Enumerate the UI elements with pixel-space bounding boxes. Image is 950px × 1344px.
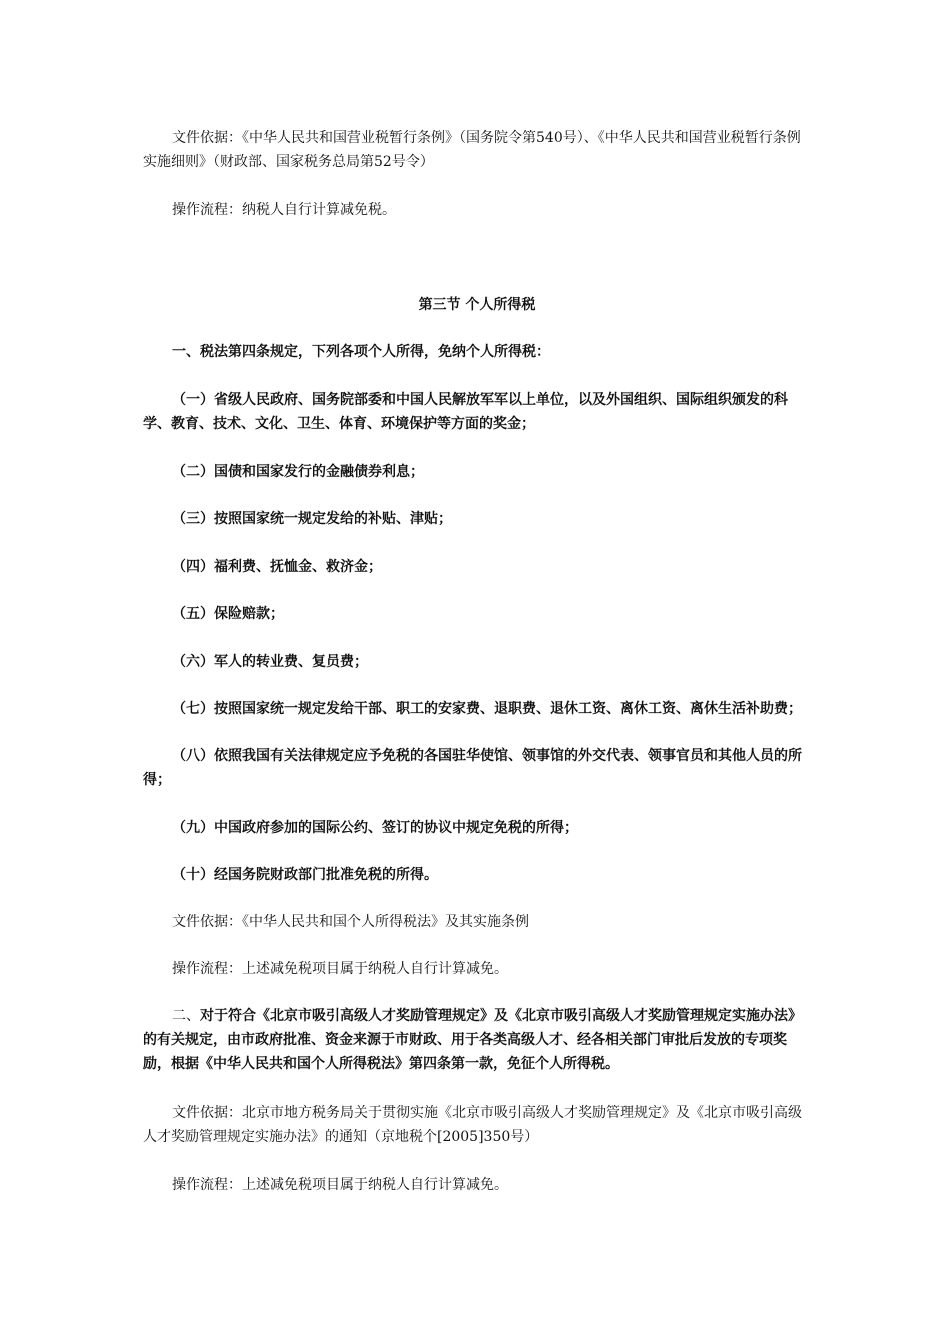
- exemption-item-6: （六）军人的转业费、复员费；: [172, 654, 368, 670]
- sec2-procedure-paragraph: 操作流程：纳税人自行计算减免税。: [172, 202, 396, 218]
- exemption-item-10: （十）经国务院财政部门批准免税的所得。: [172, 867, 438, 883]
- sec2-basis-paragraph: 文件依据：《中华人民共和国营业税暂行条例》（国务院令第540号）、《中华人民共和国营业税暂行条例实施细则》（财政部、国家税务总局第52号令）: [143, 130, 801, 170]
- exemption-item-7: （七）按照国家统一规定发给干部、职工的安家费、退职费、退休工资、离休工资、离休生活补助费；: [172, 701, 802, 717]
- exemption-item-8: （八）依照我国有关法律规定应予免税的各国驻华使馆、领事馆的外交代表、领事官员和其他人员的所得；: [143, 748, 802, 788]
- item1-procedure-paragraph: 操作流程：上述减免税项目属于纳税人自行计算减免。: [172, 961, 508, 977]
- exemption-item-3: （三）按照国家统一规定发给的补贴、津贴；: [172, 511, 452, 527]
- exemption-item-5: （五）保险赔款；: [172, 606, 284, 622]
- exemption-item-4: （四）福利费、抚恤金、救济金；: [172, 559, 382, 575]
- item1-intro-paragraph: 一、税法第四条规定，下列各项个人所得，免纳个人所得税：: [172, 344, 550, 360]
- exemption-item-1: （一）省级人民政府、国务院部委和中国人民解放军军以上单位，以及外国组织、国际组织颁发的科学、教育、技术、文化、卫生、体育、环境保护等方面的奖金；: [143, 392, 788, 432]
- item2-basis-paragraph: 文件依据：北京市地方税务局关于贯彻实施《北京市吸引高级人才奖励管理规定》及《北京市吸引高级人才奖励管理规定实施办法》的通知（京地税个[2005]350号）: [143, 1105, 802, 1145]
- exemption-item-2: （二）国债和国家发行的金融债券利息；: [172, 464, 424, 480]
- item2-procedure-paragraph: 操作流程：上述减免税项目属于纳税人自行计算减免。: [172, 1177, 508, 1193]
- section-title: 第三节 个人所得税: [418, 297, 536, 313]
- exemption-item-9: （九）中国政府参加的国际公约、签订的协议中规定免税的所得；: [172, 820, 578, 836]
- item2-paragraph: [143, 1004, 811, 1076]
- item2-text: 对于符合《北京市吸引高级人才奖励管理规定》及《北京市吸引高级人才奖励管理规定实施办法》的有关规定，由市政府批准、资金来源于市财政、用于各类高级人才、经各相关部门审批后发放的专项奖励，根据《中华人民共和国个人所得税法》第四条第一款，免征个人所得税。: [143, 1008, 802, 1072]
- item1-basis-paragraph: 文件依据：《中华人民共和国个人所得税法》及其实施条例: [172, 914, 529, 930]
- item2-prefix: 二、: [172, 1008, 200, 1024]
